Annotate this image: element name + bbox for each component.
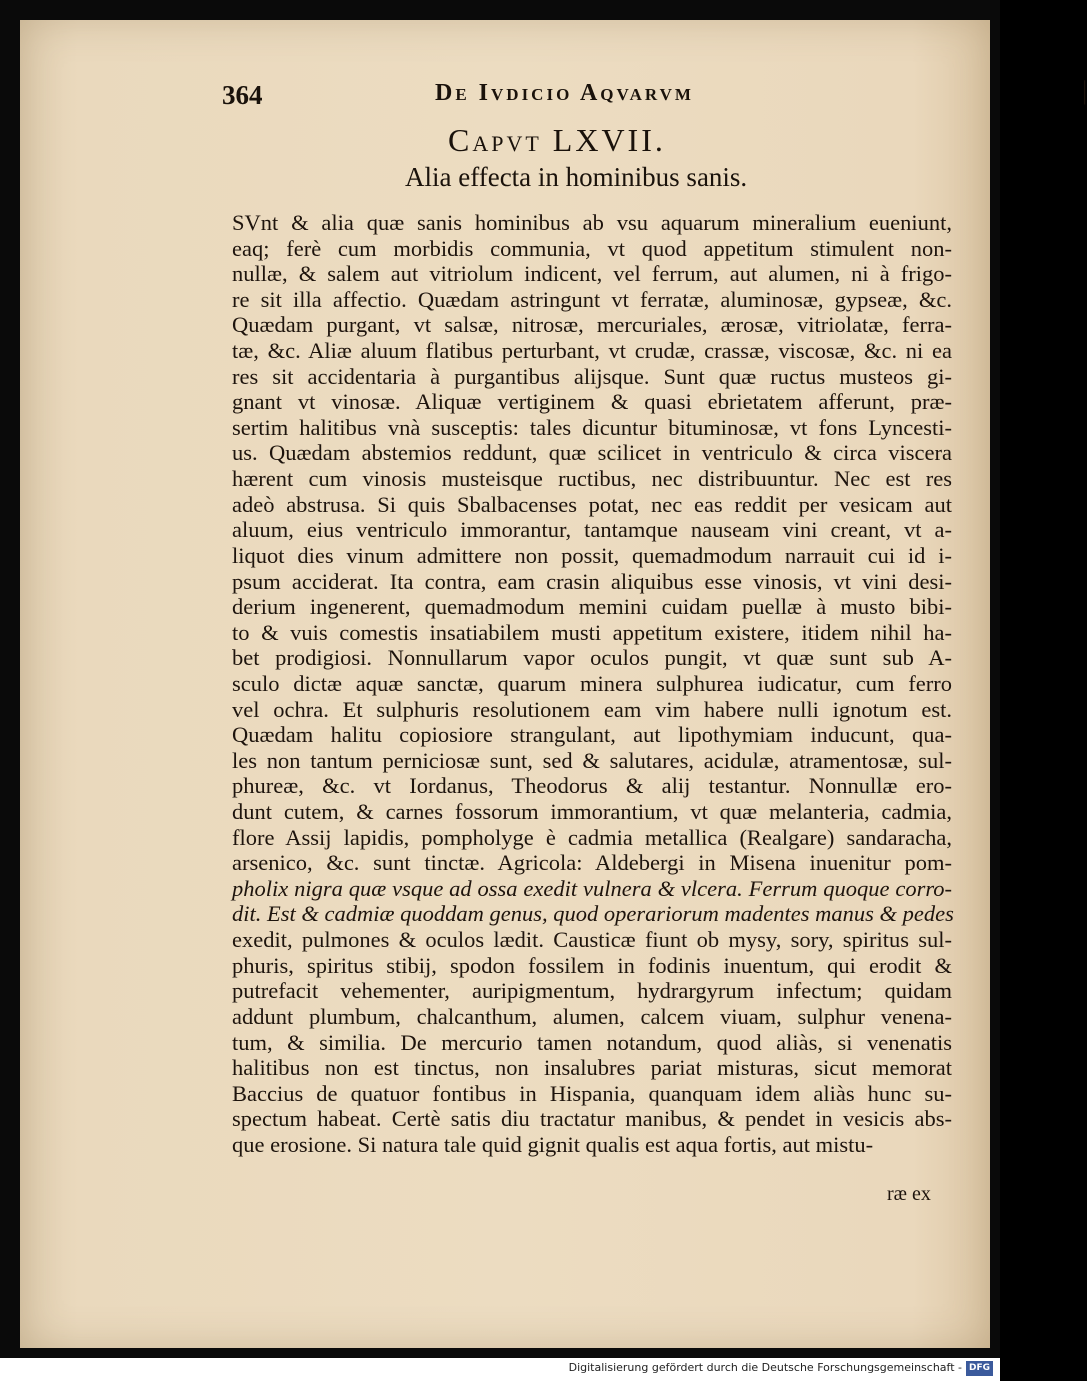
text-line: phureæ, &c. vt Iordanus, Theodorus & alij testantur. Nonnullæ ero-: [232, 773, 952, 799]
chapter-title: Capvt LXVII.: [448, 122, 666, 158]
text-line: dunt cutem, & carnes fossorum immorantium, vt quæ melanteria, cadmia,: [232, 799, 952, 825]
text-line: nullæ, & salem aut vitriolum indicent, vel ferrum, aut alumen, ni à frigo-: [232, 261, 952, 287]
running-head: De Ivdicio Aqvarvm: [435, 80, 694, 106]
text-line: flore Assij lapidis, pompholyge è cadmia metallica (Realgare) sandaracha,: [232, 824, 952, 850]
text-line: sculo dictæ aquæ sanctæ, quarum minera sulphurea iudicatur, cum ferro: [232, 670, 952, 696]
text-line: que erosione. Si natura tale quid gignit qualis est aqua fortis, aut mistu-: [232, 1131, 874, 1157]
text-line: les non tantum perniciosæ sunt, sed & salutares, acidulæ, atramentosæ, sul-: [232, 747, 952, 773]
header-mark: |: [1082, 76, 1087, 105]
text-line: Baccius de quatuor fontibus in Hispania, quanquam idem aliàs hunc su-: [232, 1080, 952, 1106]
text-line: SVnt & alia quæ sanis hominibus ab vsu aquarum mineralium eueniunt,: [232, 210, 952, 235]
text-line: tæ, &c. Aliæ aluum flatibus perturbant, vt crudæ, crassæ, viscosæ, &c. ni ea: [232, 338, 952, 364]
text-line: addunt plumbum, chalcanthum, alumen, calcem viuam, sulphur venena-: [232, 1003, 952, 1029]
page-header: [210, 70, 1087, 110]
catchword: ræ ex: [887, 1183, 931, 1205]
text-line: Quædam purgant, vt salsæ, nitrosæ, mercuriales, ærosæ, vitriolatæ, ferra-: [232, 312, 952, 338]
dfg-logo-icon: DFG: [966, 1361, 993, 1376]
text-line: putrefacit vehementer, auripigmentum, hydrargyrum infectum; quidam: [232, 978, 952, 1004]
text-line: phuris, spiritus stibij, spodon fossilem in fodinis inuentum, qui erodit &: [232, 952, 952, 978]
text-line: pholix nigra quæ vsque ad ossa exedit vulnera & vlcera. Ferrum quoque corro-: [232, 875, 952, 901]
text-line: us. Quædam abstemios reddunt, quæ scilicet in ventriculo & circa viscera: [232, 440, 952, 466]
funding-credit: Digitalisierung gefördert durch die Deutsche Forschungsgemeinschaft -: [568, 1361, 962, 1374]
text-line: dit. Est & cadmiæ quoddam genus, quod operariorum madentes manus & pedes: [232, 901, 954, 927]
text-line: to & vuis comestis insatiabilem musti appetitum existere, itidem nihil ha-: [232, 619, 952, 645]
text-line: Quædam halitu copiosiore strangulant, aut lipothymiam inducunt, qua-: [232, 722, 952, 748]
text-line: spectum habeat. Certè satis diu tractatur manibus, & pendet in vesicis abs-: [232, 1106, 952, 1132]
text-line: bet prodigiosi. Nonnullarum vapor oculos pungit, vt quæ sunt sub A-: [232, 645, 952, 671]
text-line: hærent cum vinosis musteisque ructibus, nec distribuuntur. Nec est res: [232, 466, 952, 492]
page-number: 364: [222, 80, 263, 110]
text-line: derium ingenerent, quemadmodum memini cuidam puellæ à musto bibi-: [232, 594, 952, 620]
text-line: halitibus non est tinctus, non insalubres pariat misturas, sicut memorat: [232, 1055, 952, 1081]
text-line: psum acciderat. Ita contra, eam crasin aliquibus esse vinosis, vt vini desi-: [232, 568, 952, 594]
text-line: tum, & similia. De mercurio tamen notandum, quod aliàs, si venenatis: [232, 1029, 952, 1055]
text-line: eaq; ferè cum morbidis communia, vt quod appetitum stimulent non-: [232, 235, 952, 261]
body-text: [232, 210, 952, 1158]
text-line: sertim halitibus vnà susceptis: tales dicuntur bituminosæ, vt fons Lyncesti-: [232, 414, 952, 440]
text-line: aluum, eius ventriculo immorantur, tantamque nauseam vini creant, vt a-: [232, 517, 952, 543]
footer-bar: [0, 1358, 1000, 1381]
text-line: re sit illa affectio. Quædam astringunt vt ferratæ, aluminosæ, gypseæ, &c.: [232, 286, 952, 312]
chapter-subtitle: Alia effecta in hominibus sanis.: [405, 162, 748, 192]
text-line: vel ochra. Et sulphuris resolutionem eam vim habere nulli ignotum est.: [232, 696, 952, 722]
text-line: arsenico, &c. sunt tinctæ. Agricola: Aldebergi in Misena inuenitur pom-: [232, 850, 952, 876]
text-line: liquot dies vinum admittere non possit, quemadmodum narrauit cui id i-: [232, 542, 952, 568]
text-line: adeò abstrusa. Si quis Sbalbacenses potat, nec eas reddit per vesicam aut: [232, 491, 952, 517]
text-line: exedit, pulmones & oculos lædit. Causticæ fiunt ob mysy, sory, spiritus sul-: [232, 927, 952, 953]
text-line: gnant vt vinosæ. Aliquæ vertiginem & quasi ebrietatem afferunt, præ-: [232, 389, 952, 415]
text-line: res sit accidentaria à purgantibus alijsque. Sunt quæ ructus musteos gi-: [232, 363, 952, 389]
